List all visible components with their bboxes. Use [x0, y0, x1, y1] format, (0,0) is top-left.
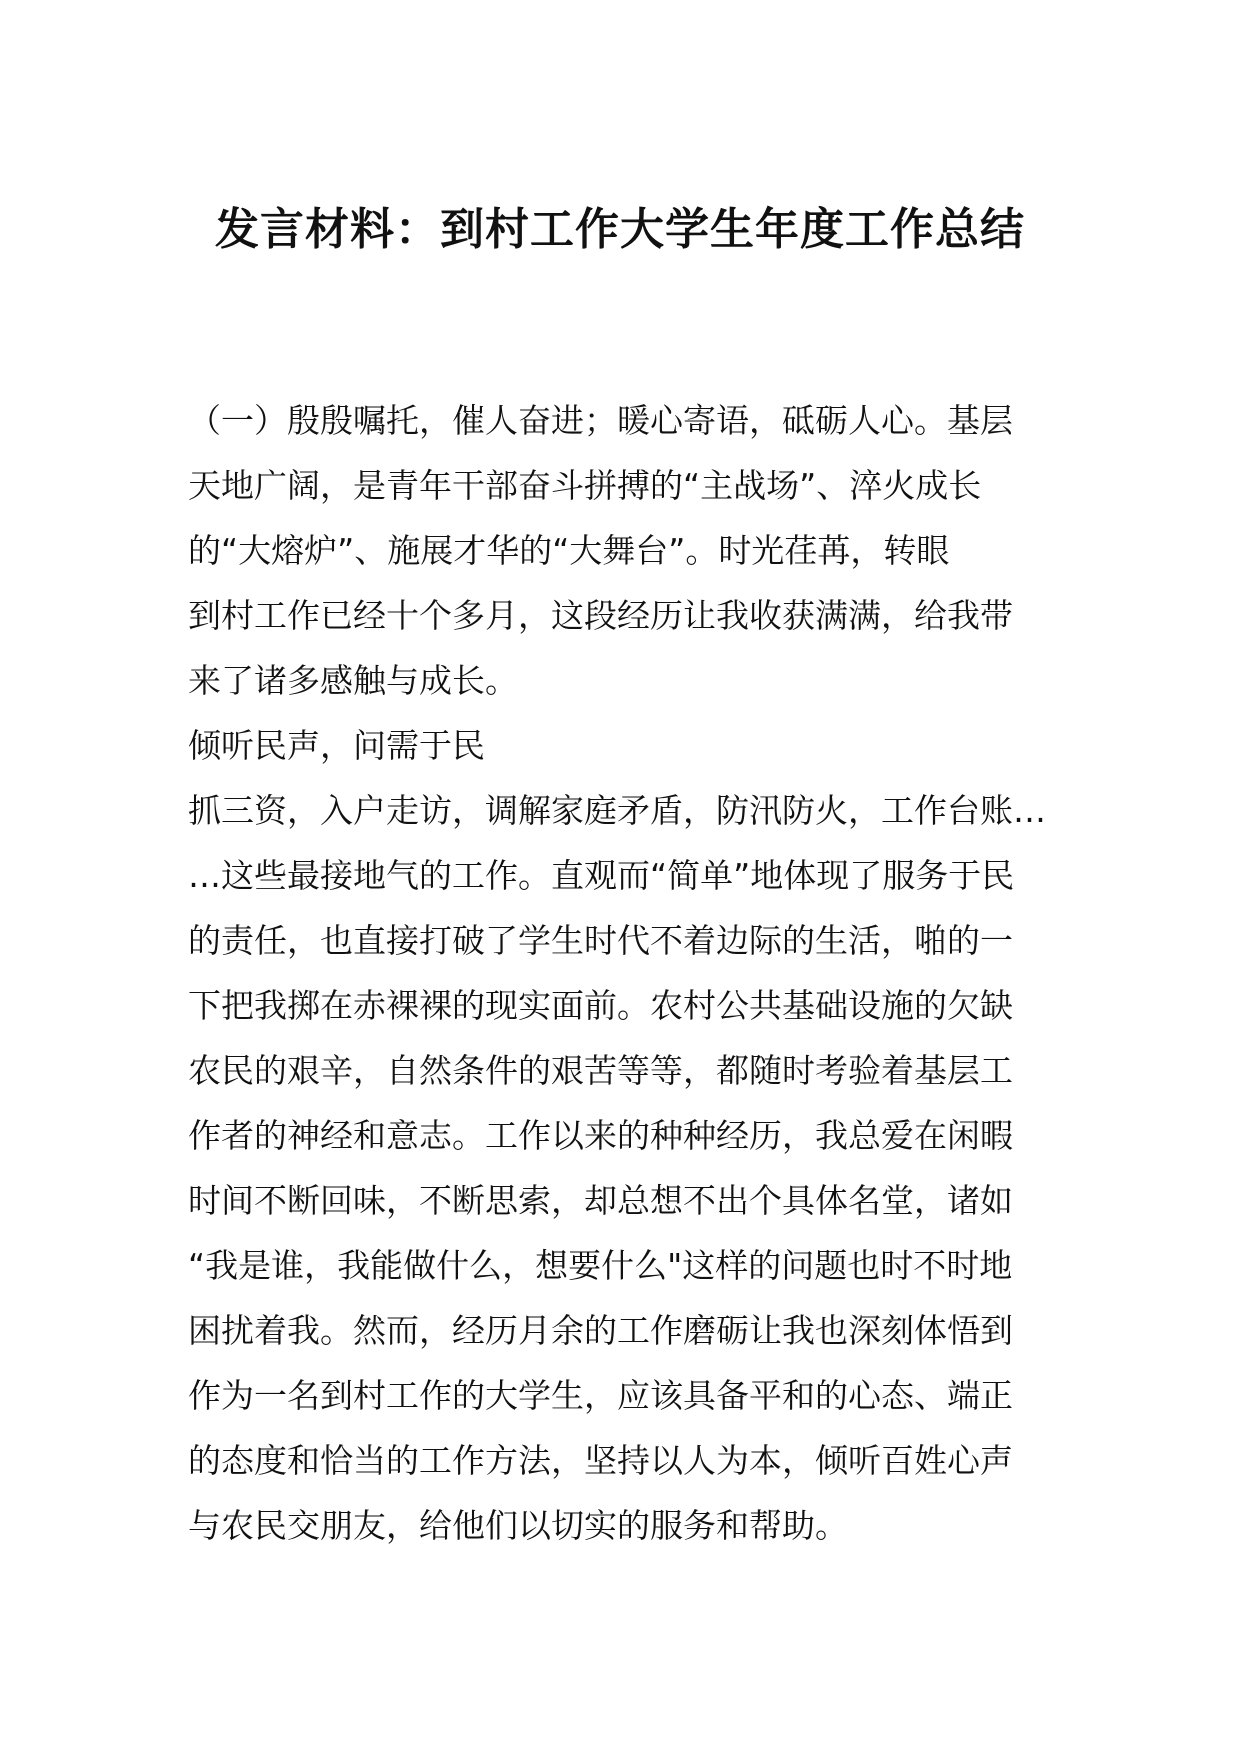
document-body — [188, 388, 1068, 1558]
body-line: 的“大熔炉”、施展才华的“大舞台”。时光荏苒，转眼 — [188, 531, 950, 570]
section-heading: 倾听民声，问需于民 — [188, 726, 485, 765]
body-line: 下把我掷在赤裸裸的现实面前。农村公共基础设施的欠缺 — [188, 986, 1013, 1025]
body-line: 的责任，也直接打破了学生时代不着边际的生活，啪的一 — [188, 921, 1013, 960]
document-title: 发言材料：到村工作大学生年度工作总结 — [215, 204, 1025, 255]
body-line: （一）殷殷嘱托，催人奋进；暖心寄语，砥砺人心。基层 — [188, 401, 1013, 440]
body-line: 困扰着我。然而，经历月余的工作磨砺让我也深刻体悟到 — [188, 1311, 1013, 1350]
body-line: 的态度和恰当的工作方法，坚持以人为本，倾听百姓心声 — [188, 1441, 1013, 1480]
body-line: 到村工作已经十个多月，这段经历让我收获满满，给我带 — [188, 596, 1013, 635]
body-line: 农民的艰辛，自然条件的艰苦等等，都随时考验着基层工 — [188, 1051, 1013, 1090]
body-line: 来了诸多感触与成长。 — [188, 661, 518, 700]
body-line: 与农民交朋友，给他们以切实的服务和帮助。 — [188, 1506, 848, 1545]
body-line: …这些最接地气的工作。直观而“简单”地体现了服务于民 — [188, 856, 1015, 895]
body-line: 作为一名到村工作的大学生，应该具备平和的心态、端正 — [188, 1376, 1013, 1415]
body-line: “我是谁，我能做什么，想要什么"这样的问题也时不时地 — [188, 1246, 1013, 1285]
body-line: 天地广阔，是青年干部奋斗拼搏的“主战场”、淬火成长 — [188, 466, 982, 505]
body-line: 时间不断回味，不断思索，却总想不出个具体名堂，诸如 — [188, 1181, 1013, 1220]
body-line: 作者的神经和意志。工作以来的种种经历，我总爱在闲暇 — [188, 1116, 1013, 1155]
body-line: 抓三资，入户走访，调解家庭矛盾，防汛防火，工作台账… — [188, 791, 1046, 830]
